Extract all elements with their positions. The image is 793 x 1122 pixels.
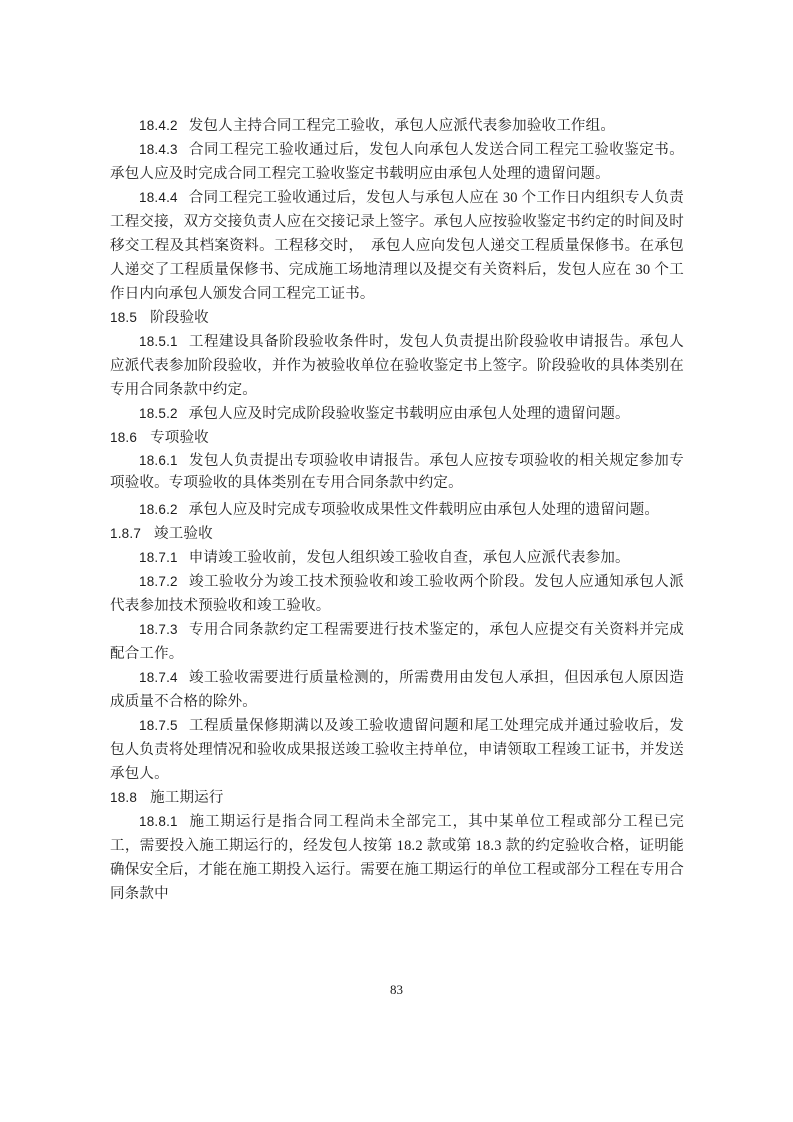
- clause-number: 18.7.5: [139, 718, 178, 733]
- clause-18-7-2: [110, 570, 684, 618]
- clause-text: 申请竣工验收前，发包人组织竣工验收自查，承包人应派代表参加。: [188, 550, 630, 566]
- clause-number: 18.8.1: [139, 814, 178, 829]
- document-body: [110, 114, 684, 906]
- clause-text: 竣工验收分为竣工技术预验收和竣工验收两个阶段。发包人应通知承包人派代表参加技术预验收和竣工验收。: [110, 574, 684, 614]
- clause-text: 施工期运行是指合同工程尚未全部完工，其中某单位工程或部分工程已完工，需要投入施工期运行的，经发包人按第 18.2 款或第 18.3 款的约定验收合格，证明能确保安全后，才能在施工期投入运行。需要在施工期运行的单位工程或部分工程在专用合同条款中: [110, 814, 684, 902]
- clause-text: 发包人主持合同工程完工验收，承包人应派代表参加验收工作组。: [188, 118, 616, 134]
- clause-18-5-1: [110, 330, 684, 402]
- clause-text: 承包人应及时完成专项验收成果性文件载明应由承包人处理的遗留问题。: [188, 502, 660, 518]
- clause-text: 承包人应及时完成阶段验收鉴定书载明应由承包人处理的遗留问题。: [188, 406, 630, 422]
- clause-18-6-1: [110, 450, 684, 494]
- section-number: 18.6: [110, 430, 138, 445]
- clause-18-6-2: [110, 498, 684, 522]
- clause-text: 合同工程完工验收通过后，发包人向承包人发送合同工程完工验收鉴定书。承包人应及时完成合同工程完工验收鉴定书载明应由承包人处理的遗留问题。: [110, 142, 684, 182]
- clause-number: 18.7.1: [139, 550, 178, 565]
- section-title: 施工期运行: [150, 790, 224, 806]
- section-title: 专项验收: [150, 430, 209, 446]
- clause-text: 工程质量保修期满以及竣工验收遗留问题和尾工处理完成并通过验收后，发包人负责将处理情况和验收成果报送竣工验收主持单位，申请领取工程竣工证书，并发送承包人。: [110, 718, 684, 782]
- clause-18-7-4: [110, 666, 684, 714]
- clause-18-4-3: [110, 138, 684, 186]
- section-title: 阶段验收: [150, 310, 209, 326]
- clause-text: 竣工验收需要进行质量检测的，所需费用由发包人承担，但因承包人原因造成质量不合格的除外。: [110, 670, 684, 710]
- clause-18-7-3: [110, 618, 684, 666]
- section-heading-1-8-7: [110, 522, 684, 546]
- clause-18-7-1: [110, 546, 684, 570]
- clause-number: 18.7.2: [139, 574, 178, 589]
- section-heading-18-8: [110, 786, 684, 810]
- clause-number: 18.6.2: [139, 502, 178, 517]
- clause-number: 18.4.2: [139, 118, 178, 133]
- section-number: 18.5: [110, 310, 138, 325]
- clause-text: 专用合同条款约定工程需要进行技术鉴定的，承包人应提交有关资料并完成配合工作。: [110, 622, 684, 662]
- clause-number: 18.7.4: [139, 670, 178, 685]
- section-number: 18.8: [110, 790, 138, 805]
- clause-18-7-5: [110, 714, 684, 786]
- clause-18-8-1: [110, 810, 684, 906]
- section-heading-18-5: [110, 306, 684, 330]
- clause-18-4-4: [110, 186, 684, 306]
- page-number: 83: [390, 982, 403, 997]
- section-title: 竣工验收: [154, 526, 213, 542]
- clause-18-5-2: [110, 402, 684, 426]
- clause-text: 发包人负责提出专项验收申请报告。承包人应按专项验收的相关规定参加专项验收。专项验收的具体类别在专用合同条款中约定。: [110, 453, 684, 491]
- clause-number: 18.5.2: [139, 406, 178, 421]
- clause-text: 合同工程完工验收通过后，发包人与承包人应在 30 个工作日内组织专人负责工程交接，双方交接负责人应在交接记录上签字。承包人应按验收鉴定书约定的时间及时移交工程及其档案资料。工程移交时， 承包人应向发包人递交工程质量保修书。在承包人递交了工程质量保修书、完成施工场地清理以及提交有关资料后，发包人应在 30 个工作日内向承包人颁发合同工程完工证书。: [110, 190, 684, 302]
- clause-number: 18.5.1: [139, 334, 178, 349]
- clause-number: 18.4.4: [139, 190, 178, 205]
- clause-18-4-2: [110, 114, 684, 138]
- clause-number: 18.6.1: [139, 453, 178, 468]
- clause-text: 工程建设具备阶段验收条件时，发包人负责提出阶段验收申请报告。承包人应派代表参加阶段验收，并作为被验收单位在验收鉴定书上签字。阶段验收的具体类别在专用合同条款中约定。: [110, 334, 684, 398]
- clause-number: 18.4.3: [139, 142, 178, 157]
- clause-number: 18.7.3: [139, 622, 178, 637]
- section-heading-18-6: [110, 426, 684, 450]
- section-number: 1.8.7: [110, 526, 142, 541]
